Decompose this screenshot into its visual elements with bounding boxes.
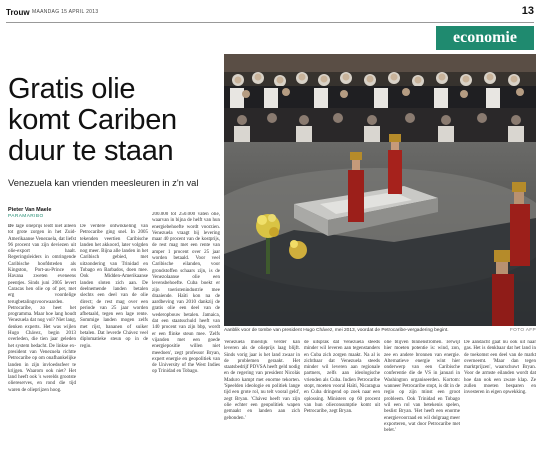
column-text: de uitsprak dat Venezuela steeds minder wil leveren aan tegenstanders en Cuba zich zorgen maakt. Na al is zichtbaar dat Venezuela steeds minder wil leveren aan regionale partners, zelfs aan ideologische vrienden als Cuba. Indien Petrocaribe stopt, moeten vooral Haïti, Nicaragua en Cuba dringend op zoek naar een oplossing. Ministers op 60 procent van hun olieconsumptie komt uit Petrocaribe, zegt Bryan.: [304, 340, 380, 415]
headline-line: duur te staan: [8, 135, 174, 167]
column-text: 200.000 tot 250.000 vaten olie, waarvan in bijna de helft van hun energiebehoefte wordt voorzien. Venezuela vraagt bij levering maar 40 procent van de kostprijs, de rest mag met een rente van amper 1 procent over 25 jaar worden betaald. Voor veel Caribische eilanden, voor grondstoffen schaars zijn, is de Venezolaanse olie een levensbehoefte. Cuba boekt er zijn toeristenindustrie mee draaiende. Haïti kon na de aardbeving van 2010 dankzij de gratis olie een deel van de wederopbouw betalen. Jamaica, dat een staatsschuld heeft van 140 procent van zijn bbp, wordt er een flinke steun mee. 'Zelfs vijanden met een goede energiepositie willen niet meedoen', zegt professor Bryan, expert energie en geopolitiek van de University of the West Indies op Trinidad en Tobago.: [152, 212, 220, 375]
author-name: Pieter Van Maele: [8, 207, 52, 213]
headline-line: Gratis olie: [8, 73, 136, 105]
masthead: [6, 6, 534, 22]
photo-credit: FOTO AFP: [509, 328, 536, 333]
article-column-4: [224, 340, 300, 452]
dateline: MAANDAG 15 APRIL 2013: [32, 9, 99, 15]
column-text: olie blijven binnenstromen. Terwijl hier moeten potentie is: wind, zon, zee en andere bronnen van energie. Alternatieve energie wint hier onderwerp van een Caribische conferentie die de VS in januari in Washington organiseerden. Kortom: wanneer Petrocaribe stopt, is dit in de regio op zijn minst een groot probleem. Ook Trinidad en Tobago wil een rol van betekenis spelen, beslist Bryan. 'Het heeft een enorme energievoorraad en wil dolgraag meer exporteren, wat door Petrocaribe met belet.': [384, 340, 460, 434]
news-photo: [224, 54, 536, 326]
column-text: De aandacht gaat nu ook uit naar gas. Het is denkbaar dat het land in de toekomst een deel van de markt overneemt. 'Maar dan tegen marktprijzen', waarschuwt Bryan. Voor de armste eilanden wordt dat hoe dan ook een zware klap. Ze zullen moeten besparen en investeren in eigen opwekking.: [464, 340, 536, 396]
article-column-7: [464, 340, 536, 452]
article-column-6: [384, 340, 460, 452]
section-label: economie: [436, 26, 534, 50]
article-column-3: [152, 212, 220, 452]
column-text: De verdere ontwikkeling van Petrocaribe ging snel. In 2005 tekenden veertien Caribische landen het akkoord, later volgden nog meer. Bijna alle landen in het Caribisch gebied, met uitzondering van Trinidad en Tobago en Barbados, doen mee. Ook Midden-Amerikaanse landen sloten zich aan. De deelnemende landen betalen slechts een deel van de olie direct; de rest mag over een periode van 25 jaar worden afbetaald, tegen een lage rente. Sommige landen mogen zelfs met rijst, bananen of suiker betalen. Dat leverde Chávez veel diplomatieke steun op in de regio.: [80, 224, 148, 349]
article-column-5: [304, 340, 380, 452]
subheadline: Venezuela kan vrienden meesleuren in z'n val: [8, 177, 199, 188]
audience-crowd: [224, 54, 536, 142]
article-column-2: [80, 224, 148, 452]
article-column-1: [8, 224, 76, 452]
byline: [8, 207, 51, 219]
page-number: 13: [521, 5, 534, 17]
dateline-location: PARAMARIBO: [8, 214, 44, 219]
column-text: Venezuela moeilijk verder kan leveren als de olieprijs laag blijft. Sinds vorig jaar is het land zwaar in de problemen geraakt. Het staatsbedrijf PDVSA heeft geld nodig en de regering van president Nicolás Maduro kampt met enorme tekorten. 'Speelden ideologie en politiek lange tijd een grote rol, nu telt vooral geld', zegt Bryan. 'Chávez heeft van zijn olie echter een geopolitiek wapen gemaakt en landen aan zich gebonden.': [224, 340, 300, 421]
caption-text: Aanblik voor de tombe van president Hugo Chávez, mei 2013, voordat de Petrocaribe-vergadering begint.: [224, 328, 449, 333]
tomb-ceremony-illustration: [224, 54, 536, 326]
photo-caption: [224, 328, 536, 333]
newspaper-brand: Trouw: [6, 8, 30, 17]
headline-line: komt Cariben: [8, 104, 177, 136]
headline: [8, 74, 223, 167]
column-text: De lage olieprijs leidt niet alleen tot grote zorgen in het Zuid-Amerikaanse Venezuela, dat liefst 96 procent van zijn deviezen uit olie-export haalt. Regeringsleiders in omringende Caribische hoofdsteden als Kingston, Port-au-Prince en Havana zweten eveneens peentjes. Sinds juni 2005 levert Caracas hen olie op of per, met erg voordelige terugbetalingsvoorwaarden. Petrocaribe, zo heet het programma. Maar hoe lang houdt Venezuela dat nog vol? Niet lang, denken experts. Het was wijlen Hugo Chávez, begin 2013 overleden, die tien jaar geleden het system bedacht. De linkse ex-president van Venezuela richtte Petrocaribe op om onafhankelijke landen in zijn invloedssfeer te krijgen. Waarom ook niet? Het land heeft ook 's werelds grootste oliereserves, en rond die tijd waren de olieprijzen hoog.: [8, 224, 76, 393]
top-rule: [6, 22, 534, 23]
